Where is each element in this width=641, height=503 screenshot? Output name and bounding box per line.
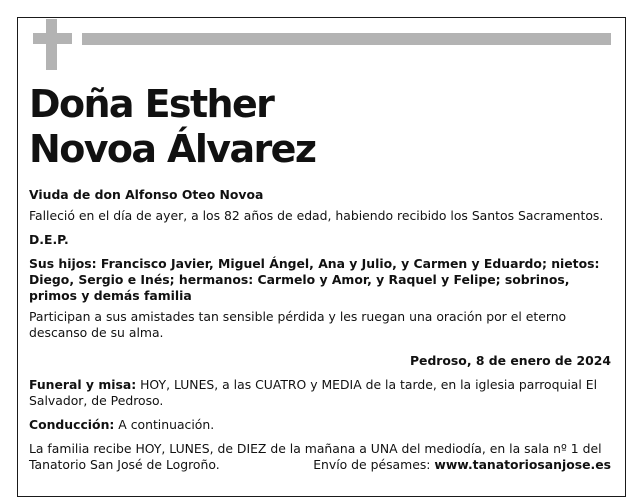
funeral-info bbox=[29, 377, 611, 409]
condolences-label: Envío de pésames: bbox=[313, 457, 435, 472]
funeral-label: Funeral y misa: bbox=[29, 377, 137, 392]
funeral-text: HOY, LUNES, a las CUATRO y MEDIA de la tarde, en la iglesia parroquial El Salvador, de Pedroso. bbox=[29, 377, 598, 408]
visiting-block bbox=[29, 441, 611, 473]
procession-info bbox=[29, 417, 611, 433]
deceased-name-line2: Novoa Álvarez bbox=[29, 127, 316, 171]
obituary-body bbox=[29, 187, 611, 473]
cross-icon-bar bbox=[33, 33, 72, 44]
procession-label: Conducción: bbox=[29, 417, 115, 432]
visiting-text: La familia recibe HOY, LUNES, de DIEZ de la mañana a UNA del mediodía, en la sala nº 1 del Tanatorio San José de Logroño. bbox=[29, 441, 602, 472]
death-text: Falleció en el día de ayer, a los 82 años de edad, habiendo recibido los Santos Sacramentos. bbox=[29, 208, 604, 223]
rip-line: D.E.P. bbox=[29, 232, 69, 247]
cross-icon bbox=[46, 19, 57, 70]
widow-line: Viuda de don Alfonso Oteo Novoa bbox=[29, 187, 264, 202]
deceased-name bbox=[29, 82, 609, 172]
place-date: Pedroso, 8 de enero de 2024 bbox=[409, 353, 611, 368]
condolences-line bbox=[313, 457, 611, 473]
announcement-text: Participan a sus amistades tan sensible pérdida y les ruegan una oración por el eterno descanso de su alma. bbox=[29, 309, 567, 340]
deceased-name-line1: Doña Esther bbox=[29, 82, 274, 126]
header-rule bbox=[82, 33, 611, 45]
family-list: Sus hijos: Francisco Javier, Miguel Ángel, Ana y Julio, y Carmen y Eduardo; nietos: Diego, Sergio e Inés; hermanos: Carmelo y Amor, y Raquel y Felipe; sobrinos, primos y demás familia bbox=[29, 256, 600, 303]
procession-text: A continuación. bbox=[114, 417, 215, 432]
condolences-site[interactable]: www.tanatoriosanjose.es bbox=[434, 457, 611, 472]
